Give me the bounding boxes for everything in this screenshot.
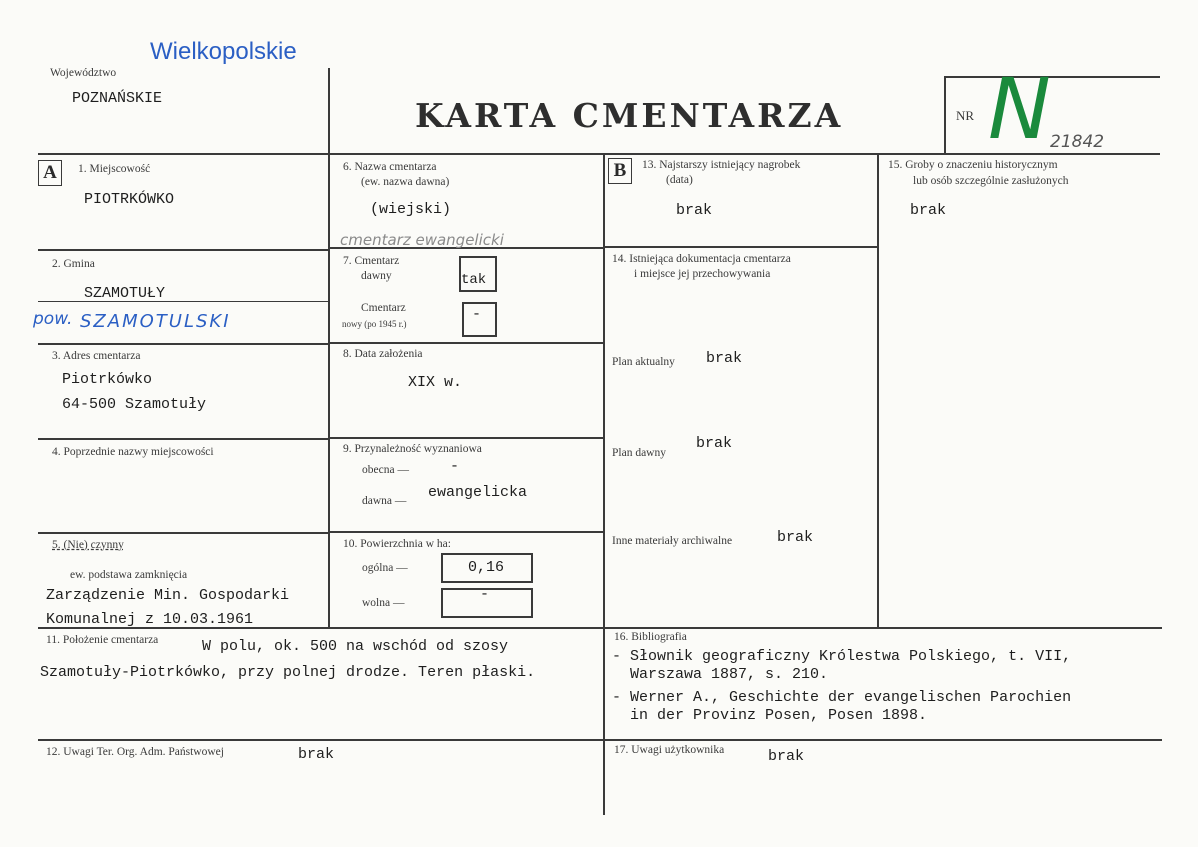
rule-bottom <box>38 739 1162 741</box>
f13-label1: 13. Najstarszy istniejący nagrobek <box>642 159 801 171</box>
f6-label1: 6. Nazwa cmentarza <box>343 161 437 173</box>
rule-a1 <box>38 249 328 251</box>
bibliography-item-2-line1: - Werner A., Geschichte der evangelischen Parochien <box>612 689 1072 706</box>
f7-label2: dawny <box>361 270 392 282</box>
f14-plan-aktualny-value: brak <box>706 350 743 367</box>
f6-handwritten: cmentarz ewangelicki <box>340 231 504 249</box>
f5-sublabel: ew. podstawa zamknięcia <box>70 569 188 581</box>
voivodeship-value: POZNAŃSKIE <box>72 90 163 107</box>
rule-gmina-inner <box>38 301 328 302</box>
f6-value: (wiejski) <box>370 201 452 218</box>
f9-dawna-value: ewangelicka <box>428 484 528 501</box>
voivodeship-handwritten: Wielkopolskie <box>150 38 297 65</box>
f8-value: XIX w. <box>408 374 463 391</box>
f15-label1: 15. Groby o znaczeniu historycznym <box>888 159 1058 171</box>
f9-dawna-label: dawna — <box>362 495 407 507</box>
f14-inne-label: Inne materiały archiwalne <box>612 535 733 547</box>
rule-nr-left <box>944 76 946 154</box>
f2-value: SZAMOTUŁY <box>84 285 166 302</box>
f13-label2: (data) <box>666 174 693 186</box>
f5-line2: Komunalnej z 10.03.1961 <box>46 611 254 628</box>
f14-plan-dawny-label: Plan dawny <box>612 447 666 459</box>
f14-label1: 14. Istniejąca dokumentacja cmentarza <box>612 253 791 265</box>
f13-value: brak <box>676 202 713 219</box>
f2-powiat-handwritten: pow. <box>33 309 73 329</box>
f11-line1: W polu, ok. 500 na wschód od szosy <box>202 638 509 655</box>
f6-label2: (ew. nazwa dawna) <box>361 176 450 188</box>
nr-number: 21842 <box>1050 132 1105 152</box>
f3-line2: 64-500 Szamotuły <box>62 396 207 413</box>
section-b-letter: B <box>608 158 632 184</box>
f10-ogolna-value: 0,16 <box>468 559 505 576</box>
voivodeship-label: Województwo <box>50 67 117 79</box>
f10-ogolna-label: ogólna — <box>362 562 408 574</box>
f7-label3: Cmentarz <box>361 302 406 314</box>
f9-obecna-value: - <box>450 458 460 475</box>
f12-value: brak <box>298 746 335 763</box>
f9-label: 9. Przynależność wyznaniowa <box>343 443 482 455</box>
f4-label: 4. Poprzednie nazwy miejscowości <box>52 446 214 458</box>
f2-powiat-value: SZAMOTULSKI <box>80 311 231 332</box>
f1-label: 1. Miejscowość <box>78 163 151 175</box>
f14-plan-dawny-value: brak <box>696 435 733 452</box>
f5-label: 5. (Nie) czynny <box>52 539 124 551</box>
f7-dawny-value: tak <box>461 272 487 288</box>
rule-col1 <box>328 68 330 628</box>
f12-label: 12. Uwagi Ter. Org. Adm. Państwowej <box>46 746 224 758</box>
f7-label1: 7. Cmentarz <box>343 255 400 267</box>
bibliography-item-1-line2: Warszawa 1887, s. 210. <box>612 666 829 683</box>
f11-label: 11. Położenie cmentarza <box>46 634 159 646</box>
bibliography-item-2-line2: in der Provinz Posen, Posen 1898. <box>612 707 928 724</box>
rule-13 <box>603 246 877 248</box>
f11-line2: Szamotuły-Piotrkówko, przy polnej drodze. Teren płaski. <box>40 664 536 681</box>
f10-wolna-value: - <box>480 586 490 603</box>
card-title: KARTA CMENTARZA <box>415 96 844 135</box>
f15-label2: lub osób szczególnie zasłużonych <box>913 175 1069 187</box>
rule-nr-top <box>944 76 1160 78</box>
f3-label: 3. Adres cmentarza <box>52 350 141 362</box>
f17-label: 17. Uwagi użytkownika <box>614 744 725 756</box>
rule-col2 <box>603 155 605 815</box>
f3-line1: Piotrkówko <box>62 371 153 388</box>
f8-label: 8. Data założenia <box>343 348 423 360</box>
rule-col3 <box>877 155 879 627</box>
f14-inne-value: brak <box>777 529 814 546</box>
rule-a4 <box>38 532 328 534</box>
f10-wolna-label: wolna — <box>362 597 405 609</box>
rule-8 <box>328 437 603 439</box>
f17-value: brak <box>768 748 805 765</box>
f14-label2: i miejsce jej przechowywania <box>634 268 771 280</box>
f10-label: 10. Powierzchnia w ha: <box>343 538 451 550</box>
f2-label: 2. Gmina <box>52 258 95 270</box>
bibliography-item-1-line1: - Słownik geograficzny Królestwa Polskiego, t. VII, <box>612 648 1072 665</box>
nr-handwritten: N <box>988 60 1051 158</box>
rule-7 <box>328 342 603 344</box>
f7-nowy-value: - <box>472 306 482 323</box>
nr-label: NR <box>956 108 975 123</box>
f16-label: 16. Bibliografia <box>614 631 687 643</box>
f1-value: PIOTRKÓWKO <box>84 191 175 208</box>
f7-label4: nowy (po 1945 r.) <box>342 319 407 329</box>
rule-a2 <box>38 343 328 345</box>
rule-9 <box>328 531 603 533</box>
f5-line1: Zarządzenie Min. Gospodarki <box>46 587 290 604</box>
f9-obecna-label: obecna — <box>362 464 409 476</box>
section-a-letter: A <box>38 160 62 186</box>
rule-a3 <box>38 438 328 440</box>
f15-value: brak <box>910 202 947 219</box>
f14-plan-aktualny-label: Plan aktualny <box>612 356 675 368</box>
